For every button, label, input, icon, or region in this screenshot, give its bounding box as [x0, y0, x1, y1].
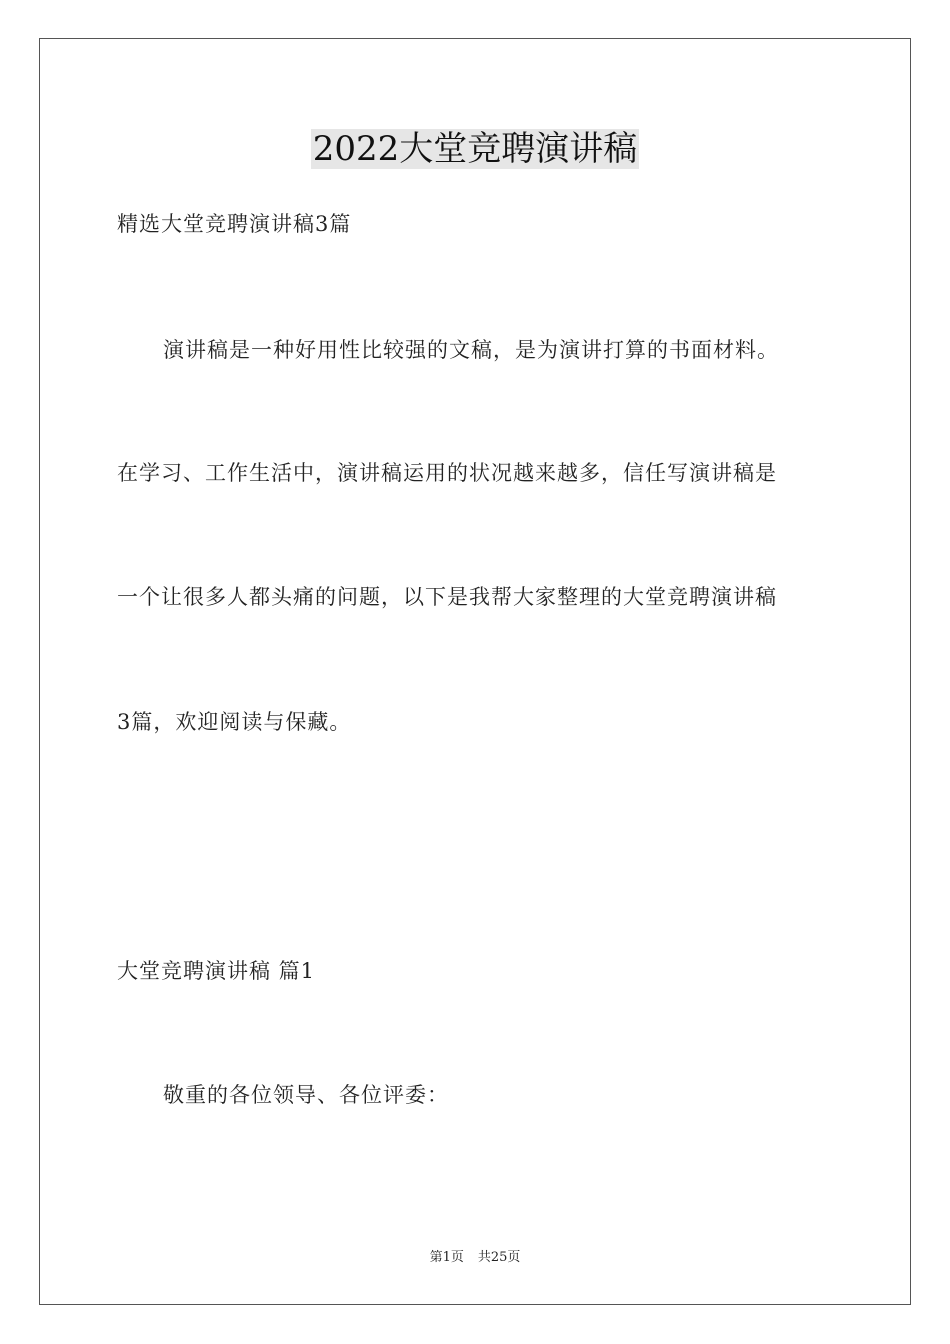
document-title — [0, 128, 950, 170]
section-heading: 大堂竞聘演讲稿 篇1 — [117, 959, 316, 983]
paragraph-line: 在学习、工作生活中，演讲稿运用的状况越来越多，信任写演讲稿是 — [117, 461, 777, 485]
page-total: 共25页 — [477, 1250, 521, 1265]
paragraph-line: 3篇，欢迎阅读与保藏。 — [117, 710, 352, 734]
page-number: 第1页 — [429, 1250, 464, 1265]
salutation: 敬重的各位领导、各位评委： — [163, 1083, 449, 1107]
paragraph-line: 演讲稿是一种好用性比较强的文稿，是为演讲打算的书面材料。 — [163, 338, 779, 362]
document-title-text: 2022大堂竞聘演讲稿 — [312, 129, 638, 169]
paragraph-line: 一个让很多人都头痛的问题，以下是我帮大家整理的大堂竞聘演讲稿 — [117, 585, 777, 609]
page-footer — [0, 1249, 950, 1267]
document-subtitle: 精选大堂竞聘演讲稿3篇 — [117, 212, 352, 236]
